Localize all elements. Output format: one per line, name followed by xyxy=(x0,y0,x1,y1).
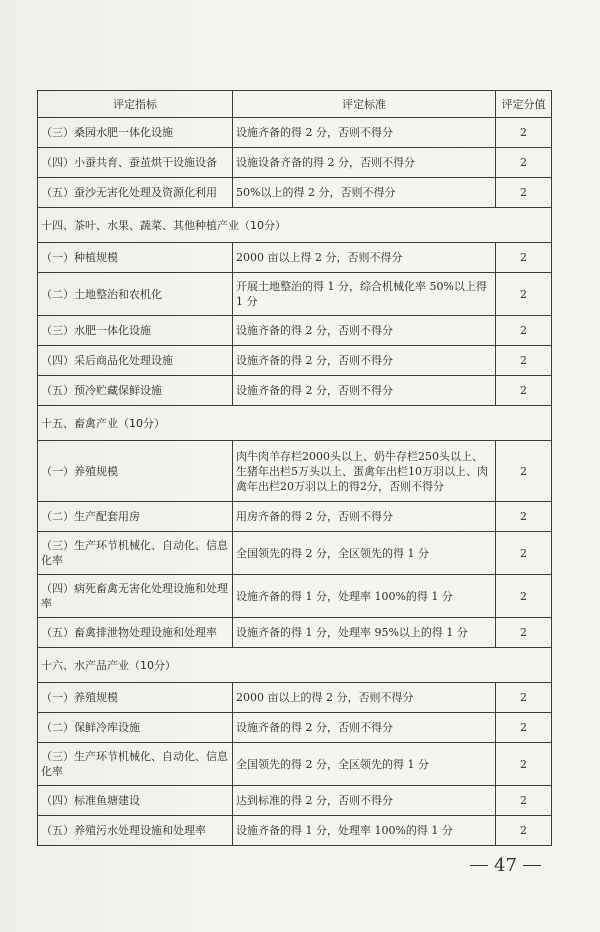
dash-left xyxy=(470,865,488,866)
table-row xyxy=(38,273,552,316)
standard-cell: 全国领先的得 2 分，全区领先的得 1 分 xyxy=(233,532,496,575)
standard-cell: 设施齐备的得 1 分，处理率 100%的得 1 分 xyxy=(233,816,496,846)
score-cell: 2 xyxy=(496,376,552,406)
score-cell: 2 xyxy=(496,683,552,713)
table-row xyxy=(38,346,552,376)
table-row xyxy=(38,816,552,846)
score-cell: 2 xyxy=(496,713,552,743)
table-row xyxy=(38,618,552,648)
indicator-cell: （三）生产环节机械化、自动化、信息化率 xyxy=(38,532,233,575)
standard-cell: 设施齐备的得 2 分，否则不得分 xyxy=(233,346,496,376)
score-cell: 2 xyxy=(496,816,552,846)
page-footer xyxy=(470,855,560,876)
section-title: 十五、畜禽产业（10分） xyxy=(38,406,552,441)
indicator-cell: （四）采后商品化处理设施 xyxy=(38,346,233,376)
table-body xyxy=(38,118,552,846)
score-cell: 2 xyxy=(496,575,552,618)
score-cell: 2 xyxy=(496,316,552,346)
standard-cell: 开展土地整治的得 1 分，综合机械化率 50%以上得 1 分 xyxy=(233,273,496,316)
standard-cell: 设施齐备的得 1 分，处理率 100%的得 1 分 xyxy=(233,575,496,618)
indicator-cell: （四）标准鱼塘建设 xyxy=(38,786,233,816)
indicator-cell: （五）畜禽排泄物处理设施和处理率 xyxy=(38,618,233,648)
score-cell: 2 xyxy=(496,532,552,575)
evaluation-table xyxy=(37,90,552,846)
indicator-cell: （二）保鲜冷库设施 xyxy=(38,713,233,743)
section-title: 十四、茶叶、水果、蔬菜、其他种植产业（10分） xyxy=(38,208,552,243)
indicator-cell: （一）养殖规模 xyxy=(38,441,233,502)
standard-cell: 设施齐备的得 2 分，否则不得分 xyxy=(233,316,496,346)
standard-cell: 设施齐备的得 1 分，处理率 95%以上的得 1 分 xyxy=(233,618,496,648)
header-indicator: 评定指标 xyxy=(38,91,233,118)
standard-cell: 设施齐备的得 2 分，否则不得分 xyxy=(233,118,496,148)
indicator-cell: （四）小蚕共育、蚕茧烘干设施设备 xyxy=(38,148,233,178)
standard-cell: 设施齐备的得 2 分，否则不得分 xyxy=(233,713,496,743)
score-cell: 2 xyxy=(496,502,552,532)
table-row xyxy=(38,575,552,618)
standard-cell: 设施设备齐备的得 2 分，否则不得分 xyxy=(233,148,496,178)
section-title: 十六、水产品产业（10分） xyxy=(38,648,552,683)
standard-cell: 达到标准的得 2 分，否则不得分 xyxy=(233,786,496,816)
table-row xyxy=(38,376,552,406)
header-score: 评定分值 xyxy=(496,91,552,118)
page-number: 47 xyxy=(494,855,517,876)
indicator-cell: （五）预冷贮藏保鲜设施 xyxy=(38,376,233,406)
table-row xyxy=(38,316,552,346)
header-standard: 评定标准 xyxy=(233,91,496,118)
score-cell: 2 xyxy=(496,346,552,376)
dash-right xyxy=(523,865,541,866)
indicator-cell: （三）水肥一体化设施 xyxy=(38,316,233,346)
score-cell: 2 xyxy=(496,273,552,316)
score-cell: 2 xyxy=(496,441,552,502)
score-cell: 2 xyxy=(496,118,552,148)
indicator-cell: （一）种植规模 xyxy=(38,243,233,273)
indicator-cell: （五）蚕沙无害化处理及资源化利用 xyxy=(38,178,233,208)
indicator-cell: （三）桑园水肥一体化设施 xyxy=(38,118,233,148)
indicator-cell: （二）生产配套用房 xyxy=(38,502,233,532)
indicator-cell: （二）土地整治和农机化 xyxy=(38,273,233,316)
standard-cell: 设施齐备的得 2 分，否则不得分 xyxy=(233,376,496,406)
table-row xyxy=(38,786,552,816)
indicator-cell: （三）生产环节机械化、自动化、信息化率 xyxy=(38,743,233,786)
score-cell: 2 xyxy=(496,243,552,273)
standard-cell: 2000 亩以上的得 2 分，否则不得分 xyxy=(233,683,496,713)
table-row xyxy=(38,178,552,208)
table-row xyxy=(38,683,552,713)
standard-cell: 全国领先的得 2 分，全区领先的得 1 分 xyxy=(233,743,496,786)
standard-cell: 肉牛肉羊存栏2000头以上、奶牛存栏250头以上、生猪年出栏5万头以上、蛋禽年出栏10万羽以上、肉禽年出栏20万羽以上的得2分，否则不得分 xyxy=(233,441,496,502)
standard-cell: 2000 亩以上得 2 分，否则不得分 xyxy=(233,243,496,273)
table-row xyxy=(38,743,552,786)
table-row xyxy=(38,441,552,502)
section-header-row xyxy=(38,208,552,243)
table-row xyxy=(38,243,552,273)
indicator-cell: （四）病死畜禽无害化处理设施和处理率 xyxy=(38,575,233,618)
score-cell: 2 xyxy=(496,178,552,208)
section-header-row xyxy=(38,648,552,683)
table-header-row xyxy=(38,91,552,118)
table-row xyxy=(38,118,552,148)
indicator-cell: （一）养殖规模 xyxy=(38,683,233,713)
standard-cell: 50%以上的得 2 分，否则不得分 xyxy=(233,178,496,208)
table-row xyxy=(38,532,552,575)
score-cell: 2 xyxy=(496,743,552,786)
indicator-cell: （五）养殖污水处理设施和处理率 xyxy=(38,816,233,846)
standard-cell: 用房齐备的得 2 分，否则不得分 xyxy=(233,502,496,532)
table-row xyxy=(38,148,552,178)
score-cell: 2 xyxy=(496,618,552,648)
table-row xyxy=(38,502,552,532)
score-cell: 2 xyxy=(496,786,552,816)
score-cell: 2 xyxy=(496,148,552,178)
table-row xyxy=(38,713,552,743)
section-header-row xyxy=(38,406,552,441)
